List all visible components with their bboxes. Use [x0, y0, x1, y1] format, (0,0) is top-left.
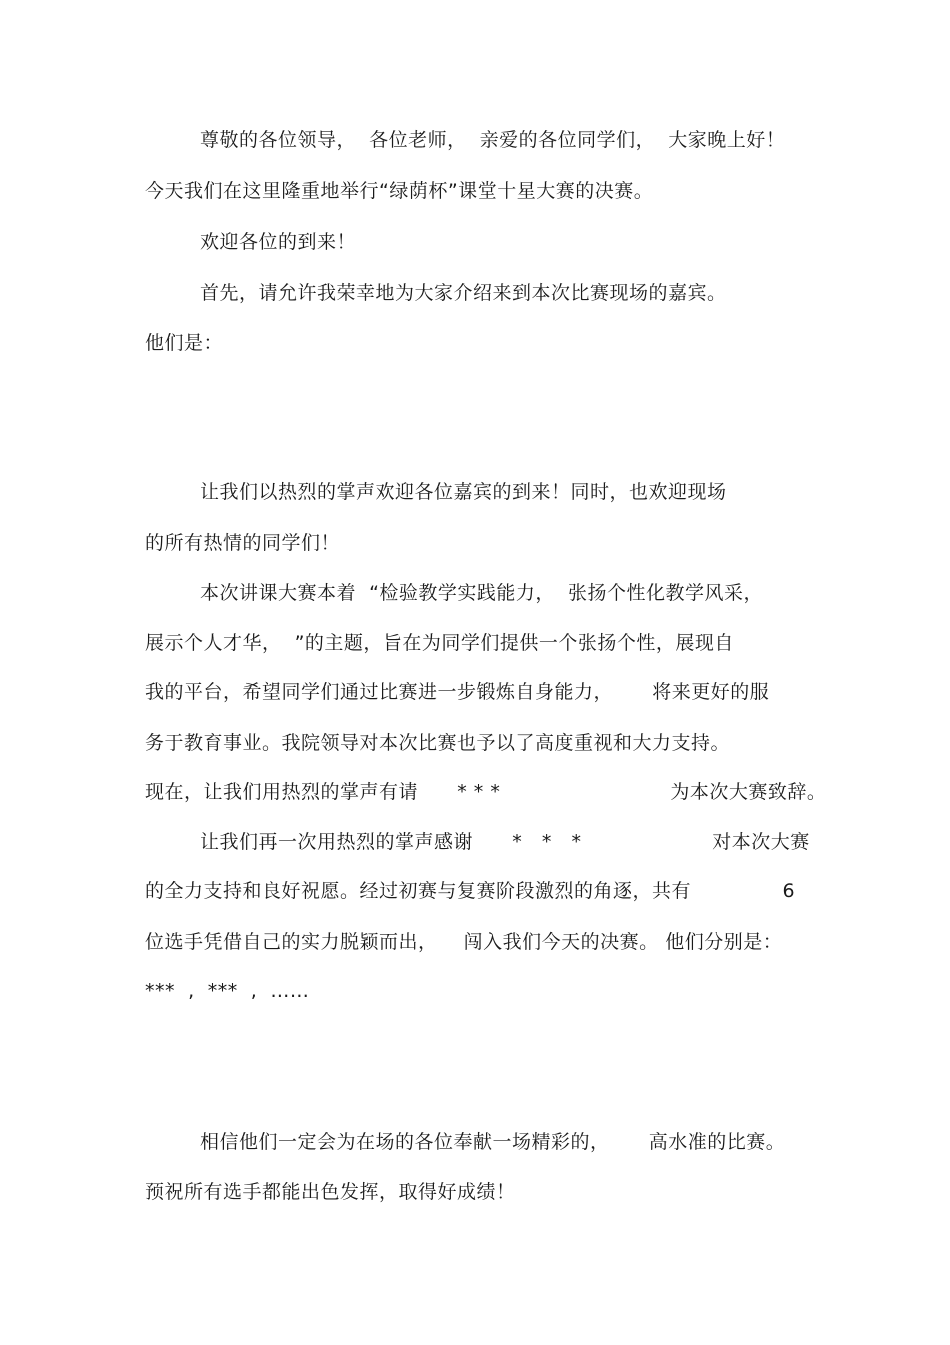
- paragraph-line: 让我们以热烈的掌声欢迎各位嘉宾的到来！同时，也欢迎现场: [200, 481, 727, 503]
- paragraph-line: 务于教育事业。我院领导对本次比赛也予以了高度重视和大力支持。: [145, 732, 731, 754]
- paragraph-line: 预祝所有选手都能出色发挥，取得好成绩！: [145, 1181, 516, 1203]
- paragraph-line: *** , *** , ……: [145, 980, 310, 1002]
- paragraph-line: 他们是：: [145, 332, 224, 354]
- paragraph-line: 首先，请允许我荣幸地为大家介绍来到本次比赛现场的嘉宾。: [200, 282, 727, 304]
- paragraph-line: 本次讲课大赛本着 “检验教学实践能力， 张扬个性化教学风采，: [200, 582, 764, 604]
- paragraph-line: 位选手凭借自己的实力脱颖而出， 闯入我们今天的决赛。 他们分别是：: [145, 931, 783, 953]
- paragraph-line: 欢迎各位的到来！: [200, 231, 357, 253]
- paragraph-line: 现在，让我们用热烈的掌声有请 * * * 为本次大赛致辞。: [145, 781, 827, 803]
- paragraph-line: 展示个人才华， ”的主题，旨在为同学们提供一个张扬个性，展现自: [145, 632, 734, 654]
- paragraph-line: 今天我们在这里隆重地举行“绿荫杯”课堂十星大赛的决赛。: [145, 180, 654, 202]
- paragraph-line: 我的平台，希望同学们通过比赛进一步锻炼自身能力， 将来更好的服: [145, 681, 770, 703]
- paragraph-line: 尊敬的各位领导， 各位老师， 亲爱的各位同学们， 大家晚上好！: [200, 129, 786, 151]
- paragraph-line: 相信他们一定会为在场的各位奉献一场精彩的， 高水准的比赛。: [200, 1131, 786, 1153]
- paragraph-line: 的所有热情的同学们！: [145, 532, 341, 554]
- paragraph-line: 让我们再一次用热烈的掌声感谢 * * * 对本次大赛: [200, 831, 810, 853]
- paragraph-line: 的全力支持和良好祝愿。经过初赛与复赛阶段激烈的角逐，共有 6: [145, 880, 796, 902]
